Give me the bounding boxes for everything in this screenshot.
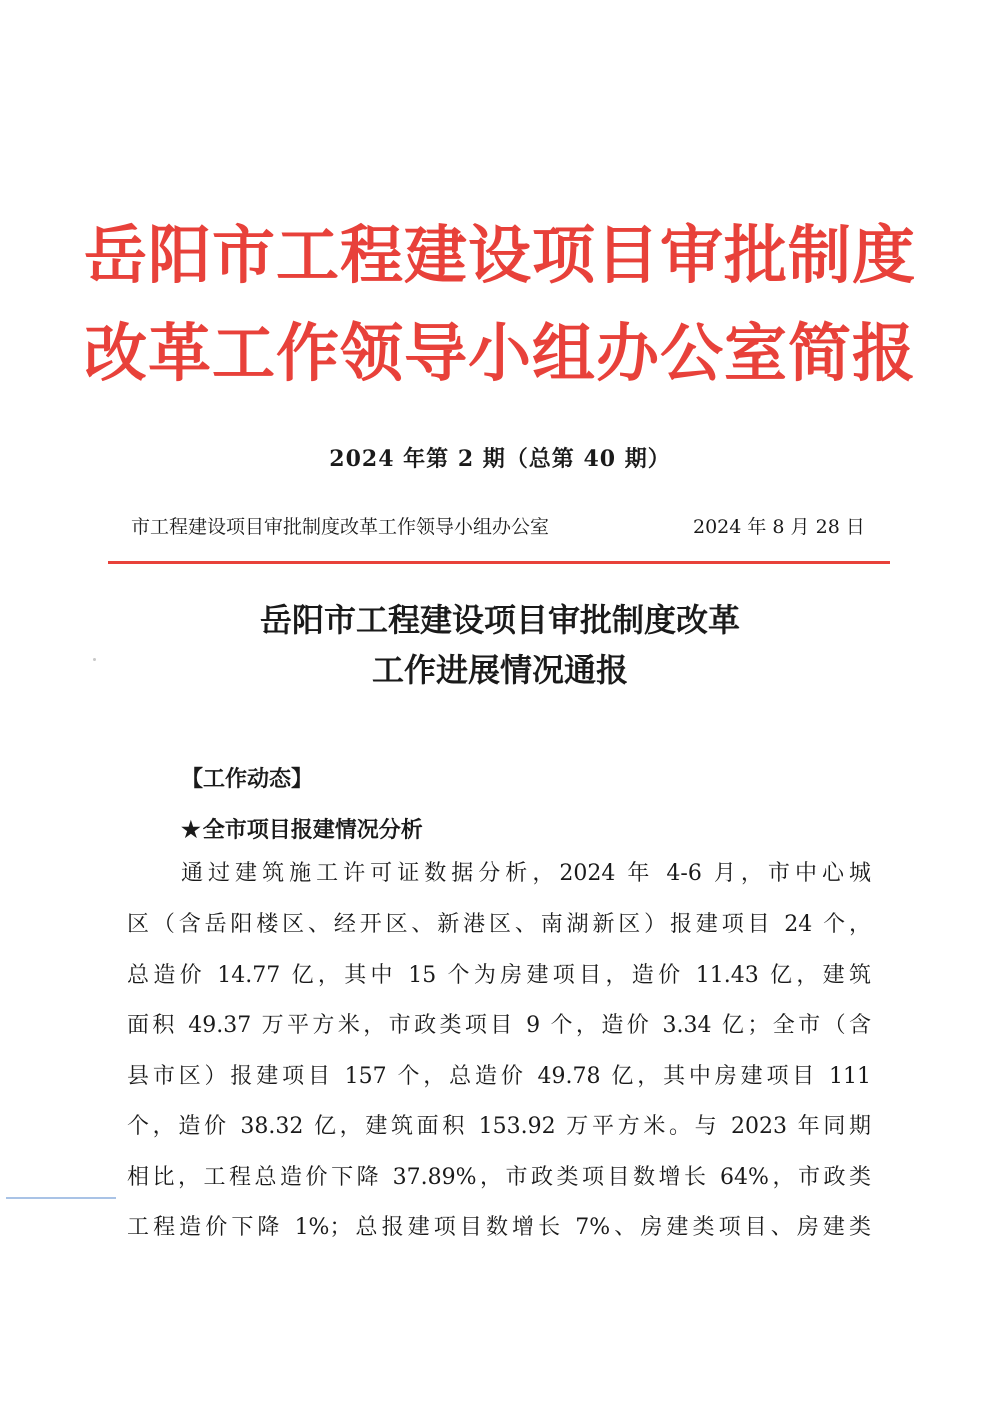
issue-date: 2024 年 8 月 28 日 <box>693 516 865 538</box>
body-line-5: 县市区）报建项目 157 个，总造价 49.78 亿，其中房建项目 111 <box>127 1064 871 1089</box>
body-line-1: 通过建筑施工许可证数据分析，2024 年 4-6 月，市中心城 <box>181 861 871 886</box>
subsection-heading <box>181 813 423 844</box>
star-icon: ★ <box>181 817 201 843</box>
section-heading: 【工作动态】 <box>181 766 314 792</box>
body-line-7: 相比，工程总造价下降 37.89%，市政类项目数增长 64%，市政类 <box>127 1165 871 1190</box>
scan-speck <box>93 658 96 661</box>
body-line-3: 总造价 14.77 亿，其中 15 个为房建项目，造价 11.43 亿，建筑 <box>127 963 871 988</box>
document-title-line-1: 岳阳市工程建设项目审批制度改革 <box>259 601 740 639</box>
body-line-4: 面积 49.37 万平方米，市政类项目 9 个，造价 3.34 亿；全市（含 <box>127 1013 871 1038</box>
body-line-8: 工程造价下降 1%；总报建项目数增长 7%、房建类项目、房建类 <box>127 1215 871 1240</box>
document-title-line-2: 工作进展情况通报 <box>371 651 628 689</box>
issuer: 市工程建设项目审批制度改革工作领导小组办公室 <box>131 516 550 538</box>
body-line-2: 区（含岳阳楼区、经开区、新港区、南湖新区）报建项目 24 个， <box>127 912 871 937</box>
masthead-line-1: 岳阳市工程建设项目审批制度 <box>84 218 916 292</box>
subsection-heading-text: 全市项目报建情况分析 <box>202 817 423 843</box>
masthead-line-2: 改革工作领导小组办公室简报 <box>84 316 916 390</box>
margin-mark <box>6 1197 116 1199</box>
red-divider <box>108 561 890 564</box>
body-line-6: 个，造价 38.32 亿，建筑面积 153.92 万平方米。与 2023 年同期 <box>127 1114 871 1139</box>
issue-number: 2024 年第 2 期（总第 40 期） <box>329 446 671 472</box>
